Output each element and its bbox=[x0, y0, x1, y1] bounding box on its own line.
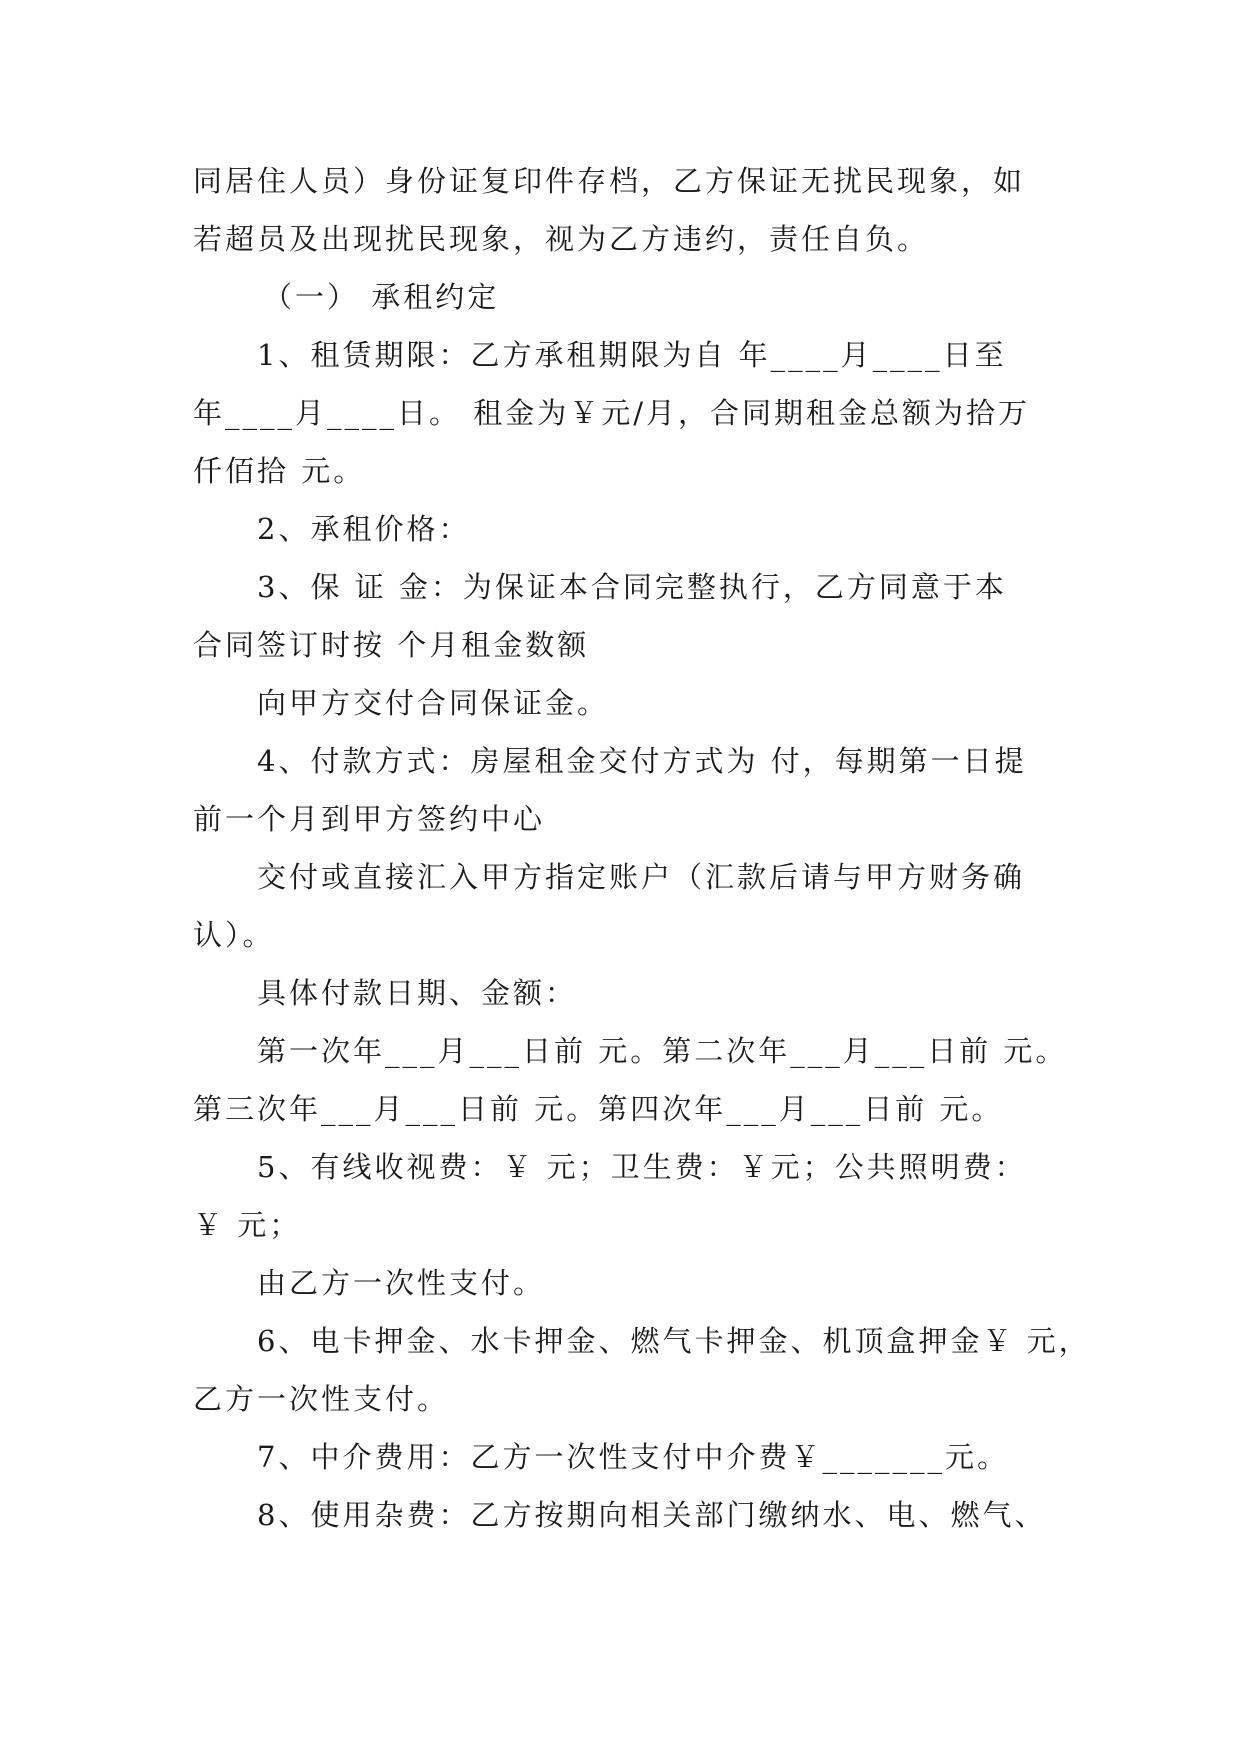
text-line: 交付或直接汇入甲方指定账户（汇款后请与甲方财务确 bbox=[257, 860, 1026, 894]
clause-utility-fees: 8、使用杂费：乙方按期向相关部门缴纳水、电、燃气、 bbox=[257, 1498, 1047, 1532]
clause-card-deposits: 6、电卡押金、水卡押金、燃气卡押金、机顶盒押金￥ 元， bbox=[257, 1324, 1091, 1358]
clause-agency-fee: 7、中介费用：乙方一次性支付中介费￥_______元。 bbox=[257, 1440, 1009, 1474]
text-line: 年____月____日。 租金为￥元/月，合同期租金总额为拾万 bbox=[193, 396, 1030, 430]
text-line: 认）。 bbox=[193, 918, 275, 952]
text-line: 合同签订时按 个月租金数额 bbox=[193, 628, 590, 662]
payment-schedule-heading: 具体付款日期、金额： bbox=[257, 976, 578, 1010]
text-line: 向甲方交付合同保证金。 bbox=[257, 686, 610, 720]
text-line: ￥ 元； bbox=[193, 1208, 302, 1242]
clause-fees: 5、有线收视费：￥ 元；卫生费：￥元；公共照明费： bbox=[257, 1150, 1027, 1184]
clause-payment-method: 4、付款方式：房屋租金交付方式为 付，每期第一日提 bbox=[257, 744, 1027, 778]
text-line: 由乙方一次性支付。 bbox=[257, 1266, 546, 1300]
payment-schedule-row: 第一次年___月___日前 元。第二次年___月___日前 元。 bbox=[257, 1034, 1068, 1068]
contract-text bbox=[193, 162, 1091, 1554]
text-line: 乙方一次性支付。 bbox=[193, 1382, 450, 1416]
text-line: 前一个月到甲方签约中心 bbox=[193, 802, 546, 836]
text-line: 若超员及出现扰民现象，视为乙方违约，责任自负。 bbox=[193, 222, 930, 256]
payment-schedule-row: 第三次年___月___日前 元。第四次年___月___日前 元。 bbox=[193, 1092, 1004, 1126]
clause-deposit: 3、保 证 金：为保证本合同完整执行，乙方同意于本 bbox=[257, 570, 1007, 604]
text-line: 同居住人员）身份证复印件存档，乙方保证无扰民现象，如 bbox=[193, 164, 1026, 198]
section-heading: （一） 承租约定 bbox=[263, 280, 500, 314]
text-line: 仟佰拾 元。 bbox=[193, 454, 366, 488]
clause-rent-price: 2、承租价格： bbox=[257, 512, 471, 546]
clause-lease-term: 1、租赁期限：乙方承租期限为自 年____月____日至 bbox=[257, 338, 1007, 372]
